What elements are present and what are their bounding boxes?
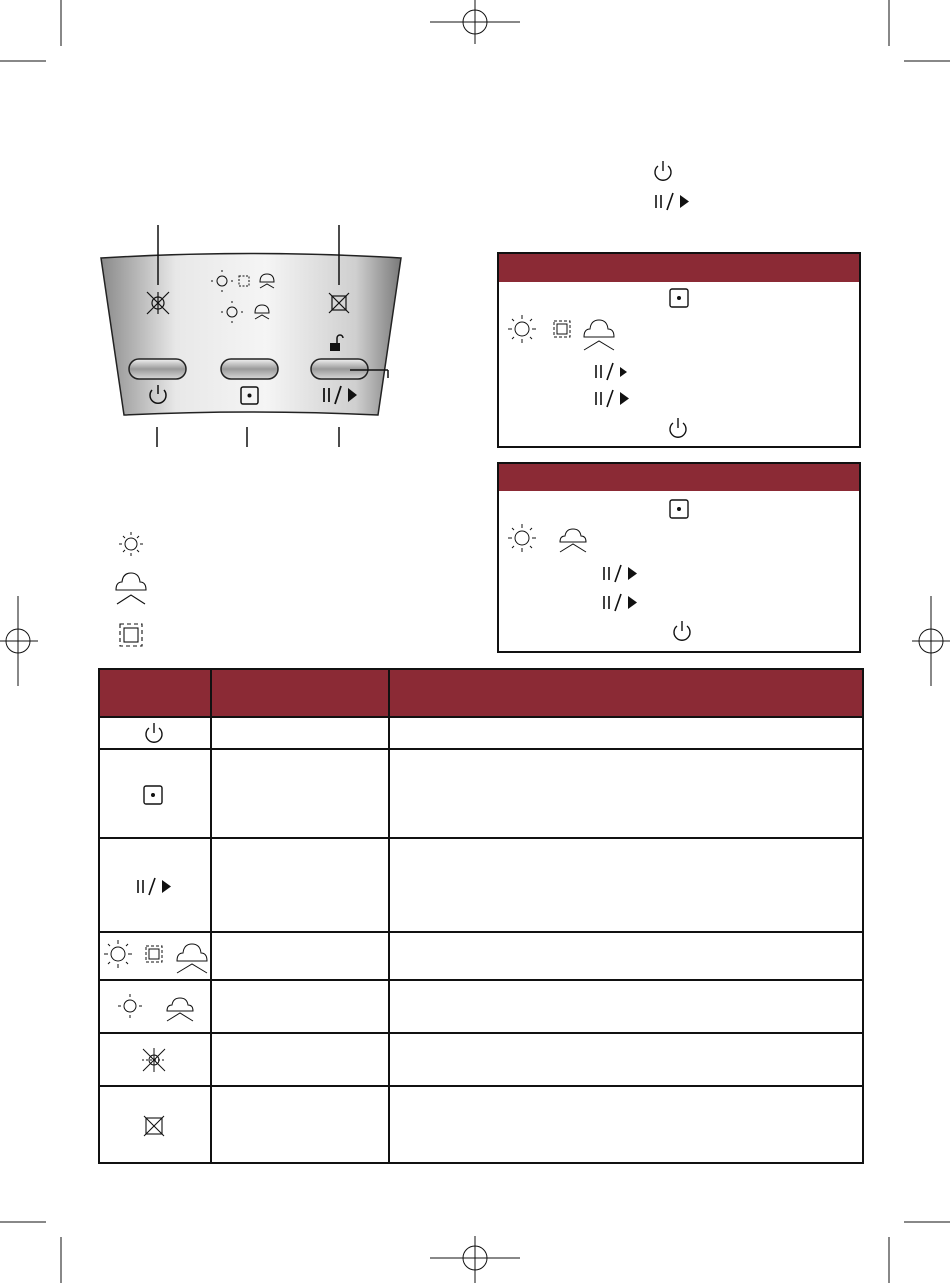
power-icon — [142, 722, 166, 748]
power-icon — [670, 620, 694, 646]
mode-box-2-header — [499, 464, 859, 491]
table-header — [100, 670, 862, 718]
control-panel-illustration — [96, 225, 406, 450]
select-icon — [142, 784, 166, 808]
power-icon — [651, 160, 675, 186]
power-icon — [666, 417, 690, 443]
pause-play-icon — [602, 593, 642, 613]
select-icon — [668, 287, 692, 311]
function-table — [98, 668, 864, 1164]
pause-play-icon — [594, 362, 634, 382]
mode-icons-row-table — [100, 936, 210, 976]
pause-play-icon — [654, 192, 694, 212]
no-box-icon — [139, 1111, 169, 1141]
mode-box-1-header — [499, 254, 859, 282]
no-light-icon — [139, 1045, 169, 1075]
select-icon — [668, 498, 692, 522]
pause-play-icon — [594, 389, 634, 409]
mode-icons-row — [504, 312, 624, 352]
mode-icons-row-2 — [504, 522, 604, 556]
mode-icons-row-table-2 — [114, 990, 204, 1026]
screen-icon — [114, 618, 148, 652]
bulb-light-icon — [114, 530, 148, 560]
pause-play-icon — [602, 564, 642, 584]
pause-play-icon — [136, 877, 176, 897]
cake-icon — [113, 570, 149, 606]
